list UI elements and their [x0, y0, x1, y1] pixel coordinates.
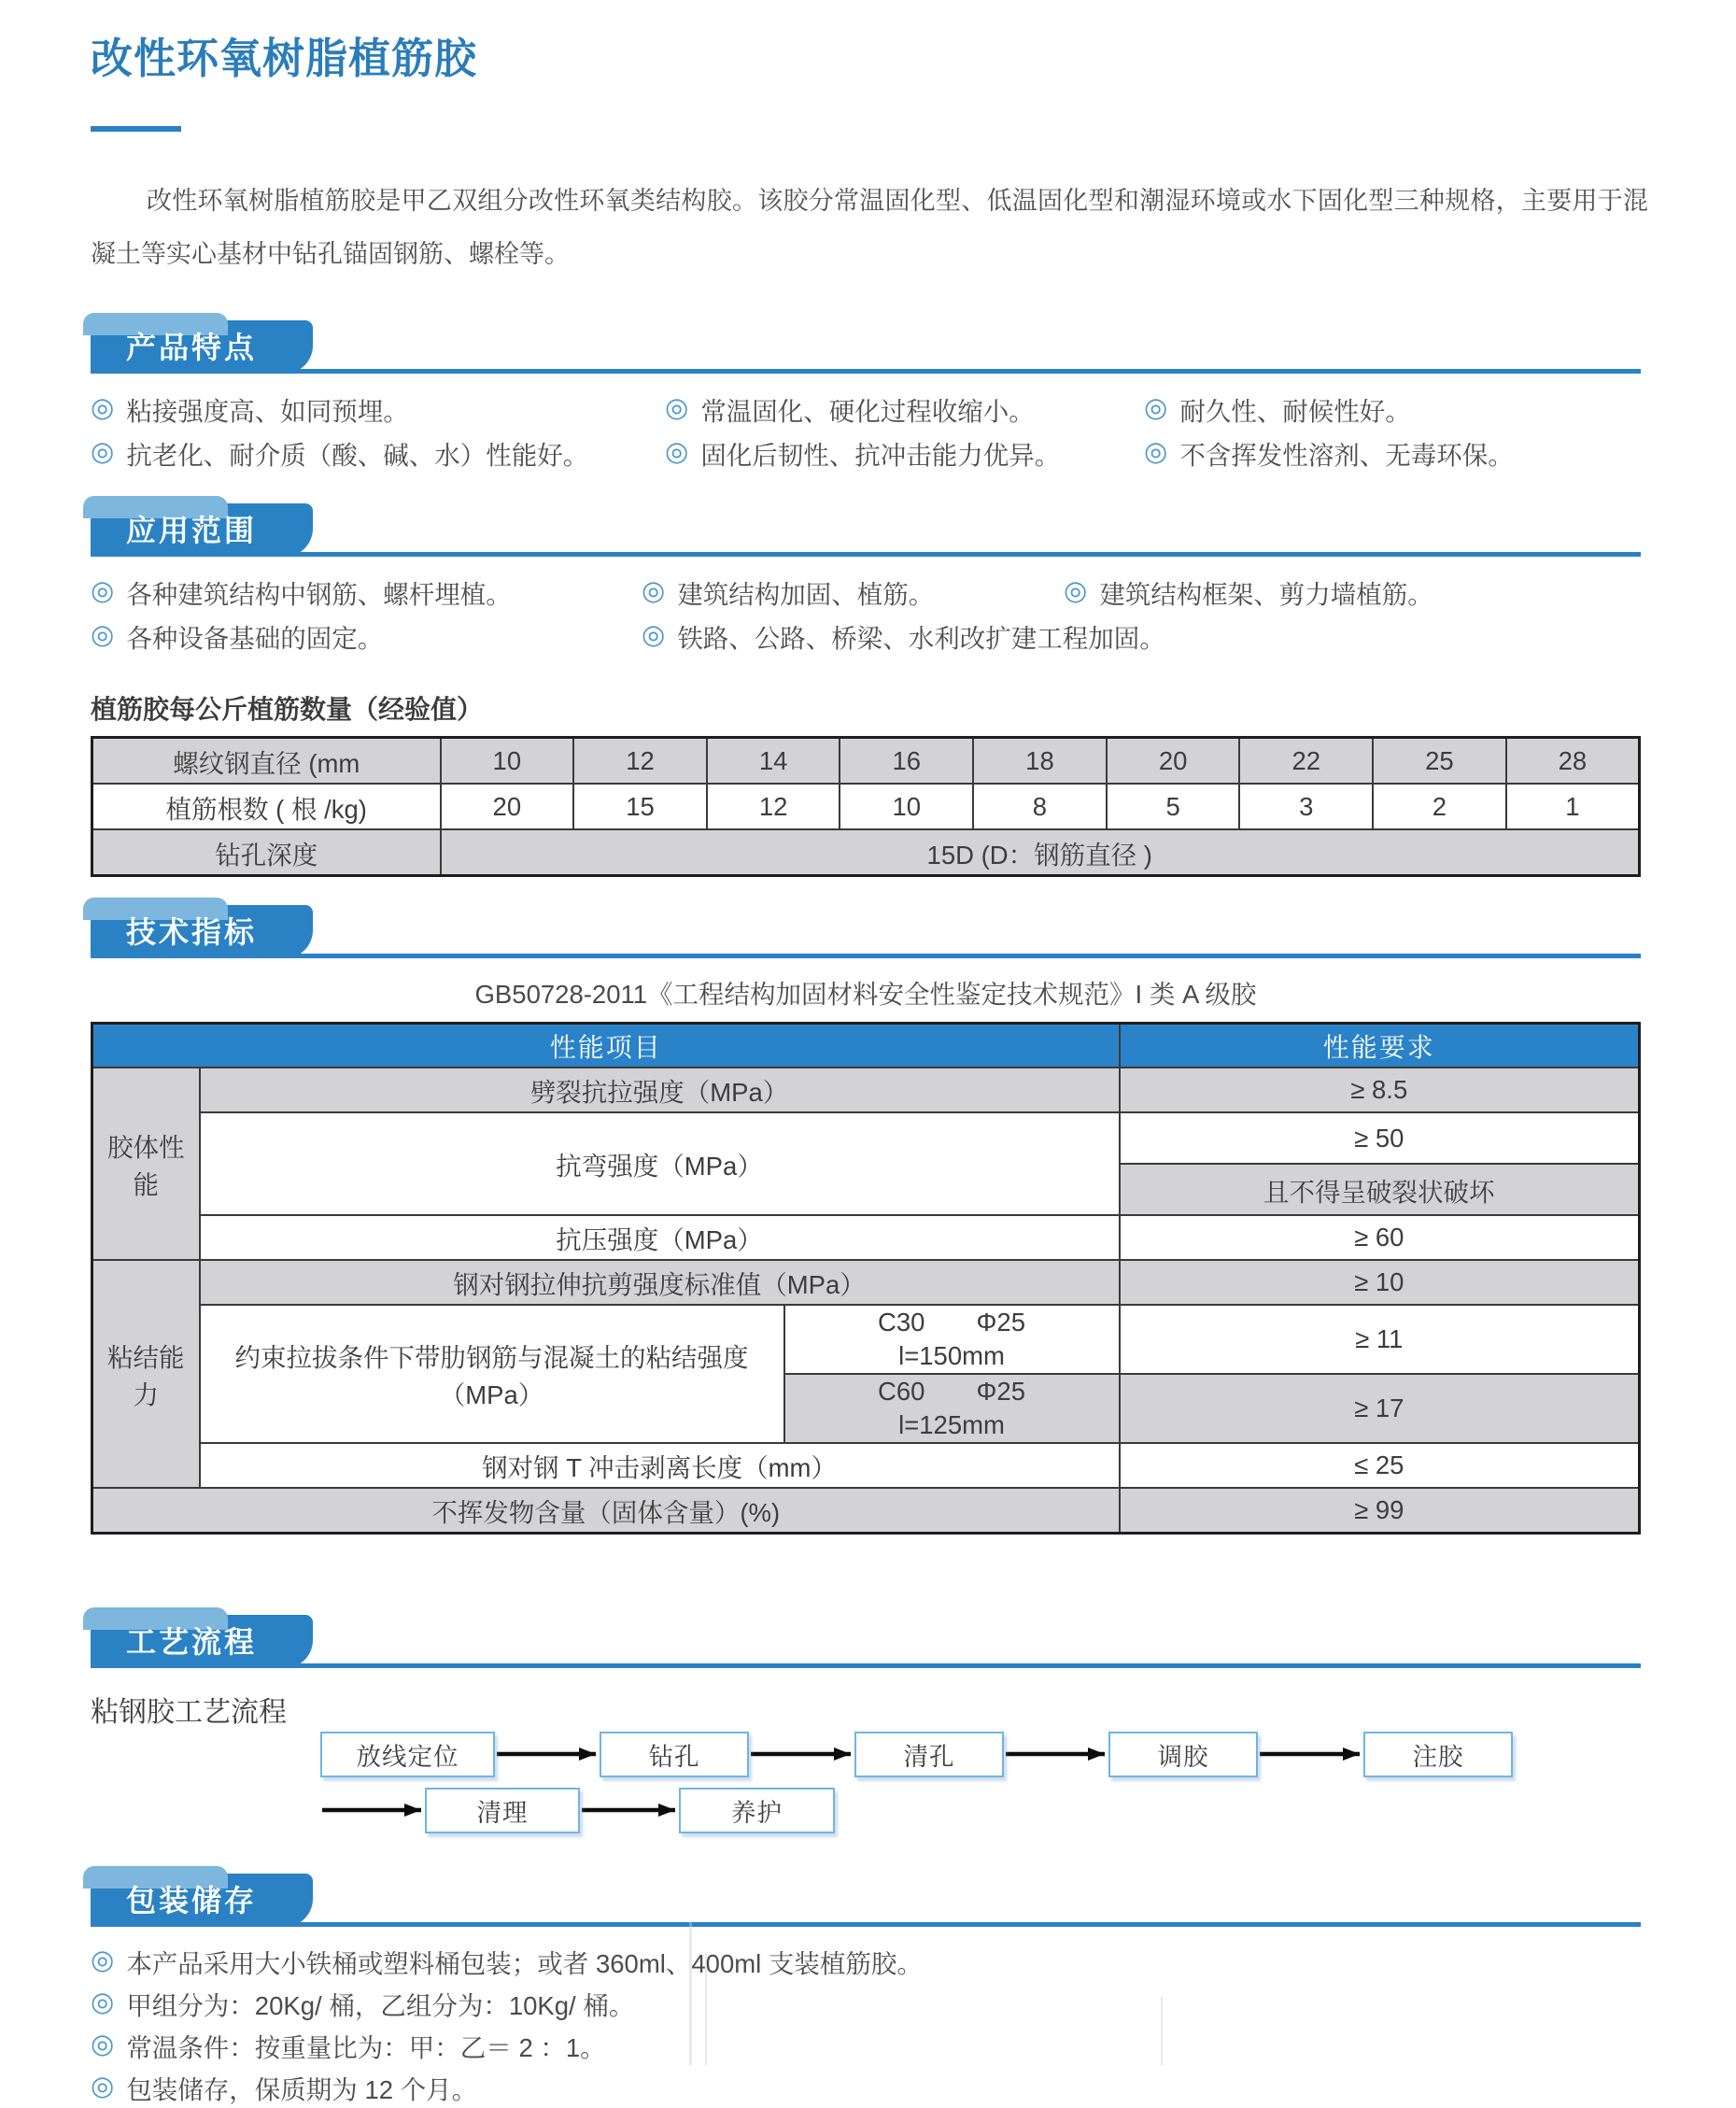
bullet-icon: ◎ [91, 620, 115, 650]
section-title: 应用范围 [126, 513, 258, 547]
cell: 28 [1506, 738, 1640, 785]
cell: 16 [840, 738, 973, 785]
bullet-icon: ◎ [642, 620, 666, 650]
watermark-line [689, 1922, 692, 2065]
list-item [642, 570, 1064, 614]
section-badge-applications [91, 503, 313, 557]
cell-span: 15D (D：钢筋直径 ) [441, 829, 1640, 876]
list-item [1144, 431, 1641, 474]
list-item [91, 1982, 1641, 2024]
list-item-text: 建筑结构加固、植筋。 [677, 579, 935, 609]
section-header-packaging [91, 1874, 1641, 1927]
property-cell: 抗压强度（MPa） [200, 1215, 1120, 1260]
property-cell: 抗弯强度（MPa） [200, 1112, 1120, 1215]
section-title: 产品特点 [126, 330, 258, 364]
cell: 3 [1239, 784, 1373, 829]
rebar-table [91, 736, 1641, 877]
bullet-icon: ◎ [91, 1945, 115, 1975]
cell: 22 [1239, 738, 1373, 785]
list-item [91, 431, 665, 474]
property-cell: 不挥发物含量（固体含量）(%) [92, 1488, 1120, 1534]
condition-line: C30 Φ25 [878, 1308, 1025, 1337]
bullet-icon: ◎ [91, 1988, 115, 2017]
requirement-cell: ≥ 50 [1120, 1112, 1640, 1164]
section-divider-line [91, 1663, 1641, 1668]
bullet-icon: ◎ [91, 437, 115, 467]
bullet-icon: ◎ [642, 576, 666, 606]
cell: 20 [1107, 738, 1240, 785]
requirement-cell: ≥ 17 [1120, 1374, 1640, 1443]
flow-label: 粘钢胶工艺流程 [91, 1697, 287, 1728]
column-header: 性能项目 [92, 1024, 1120, 1068]
flow-step: 注胶 [1363, 1732, 1513, 1777]
list-item-text: 铁路、公路、桥梁、水利改扩建工程加固。 [677, 623, 1165, 653]
table-header-row [92, 1024, 1640, 1068]
cell: 18 [973, 738, 1107, 785]
list-item [665, 431, 1144, 474]
condition-line: l=125mm [898, 1410, 1005, 1439]
list-item [642, 614, 1165, 658]
cell: 5 [1107, 784, 1240, 829]
requirement-cell: ≥ 99 [1120, 1488, 1640, 1534]
bullet-icon: ◎ [91, 2072, 115, 2101]
list-item-text: 常温固化、硬化过程收缩小。 [700, 396, 1035, 426]
group-header: 胶体性能 [92, 1068, 200, 1260]
list-item [1064, 570, 1641, 614]
group-header: 粘结能力 [92, 1260, 200, 1488]
requirement-cell: ≥ 8.5 [1120, 1068, 1640, 1112]
column-header: 性能要求 [1120, 1024, 1640, 1068]
row-header: 螺纹钢直径 (mm [92, 738, 441, 785]
list-item-text: 抗老化、耐介质（酸、碱、水）性能好。 [126, 440, 589, 470]
bullet-icon: ◎ [665, 393, 689, 423]
list-item [91, 2066, 1641, 2108]
bullet-icon: ◎ [1064, 576, 1088, 606]
list-item-text: 不含挥发性溶剂、无毒环保。 [1179, 440, 1514, 470]
applications-list [91, 570, 1641, 658]
list-item-text: 固化后韧性、抗冲击能力优异。 [700, 440, 1061, 470]
table-row [92, 1488, 1640, 1534]
list-item-empty [1064, 614, 1641, 658]
cell: 2 [1373, 784, 1506, 829]
requirement-cell: ≥ 10 [1120, 1260, 1640, 1305]
property-cell: 钢对钢拉伸抗剪强度标准值（MPa） [200, 1260, 1120, 1305]
flow-step: 养护 [679, 1788, 835, 1833]
flow-step: 清孔 [854, 1732, 1004, 1777]
requirement-cell: ≥ 60 [1120, 1215, 1640, 1260]
process-flowchart [91, 1732, 1641, 1842]
table-row [92, 738, 1640, 785]
table-row [92, 1068, 1640, 1112]
section-badge-tech [91, 905, 313, 958]
watermark-line [705, 1952, 707, 2065]
section-badge-packaging [91, 1874, 313, 1927]
list-item-text: 各种设备基础的固定。 [126, 623, 384, 653]
watermark-line [1161, 1997, 1163, 2065]
intro-paragraph: 改性环氧树脂植筋胶是甲乙双组分改性环氧类结构胶。该胶分常温固化型、低温固化型和潮湿环境或水下固化型三种规格，主要用于混凝土等实心基材中钻孔锚固钢筋、螺栓等。 [91, 187, 1648, 268]
features-list [91, 387, 1641, 474]
section-badge-features [91, 320, 313, 374]
list-item [91, 387, 665, 431]
section-header-tech [91, 905, 1641, 958]
list-item [91, 2024, 1641, 2066]
list-item-text: 常温条件：按重量比为：甲：乙＝ 2 ：1。 [126, 2032, 606, 2062]
cell: 12 [573, 738, 707, 785]
property-cell: 钢对钢 T 冲击剥离长度（mm） [200, 1443, 1120, 1488]
table-row [92, 784, 1640, 829]
list-item [91, 1940, 1641, 1982]
property-cell: 劈裂抗拉强度（MPa） [200, 1068, 1120, 1112]
row-header: 钻孔深度 [92, 829, 441, 876]
list-item [1144, 387, 1641, 431]
cell: 10 [441, 738, 574, 785]
cell: 1 [1506, 784, 1640, 829]
rebar-table-title: 植筋胶每公斤植筋数量（经验值） [91, 695, 484, 724]
section-divider-line [91, 954, 1641, 958]
section-title: 技术指标 [126, 914, 258, 949]
cell: 15 [573, 784, 707, 829]
table-row [92, 1260, 1640, 1305]
list-item-text: 各种建筑结构中钢筋、螺杆埋植。 [126, 579, 512, 609]
section-divider-line [91, 552, 1641, 557]
table-row [92, 1443, 1640, 1488]
requirement-cell: ≥ 11 [1120, 1305, 1640, 1374]
bullet-icon: ◎ [91, 576, 115, 606]
tech-table [91, 1022, 1641, 1535]
cell: 8 [973, 784, 1107, 829]
table-row [92, 1215, 1640, 1260]
page-title: 改性环氧树脂植筋胶 [91, 35, 478, 82]
flow-step: 放线定位 [320, 1732, 495, 1777]
cell: 25 [1373, 738, 1506, 785]
list-item [91, 570, 642, 614]
section-header-process [91, 1615, 1641, 1668]
requirement-cell: ≤ 25 [1120, 1443, 1640, 1488]
list-item [665, 387, 1144, 431]
section-divider-line [91, 369, 1641, 374]
condition-cell [784, 1374, 1120, 1443]
bullet-icon: ◎ [91, 393, 115, 423]
flow-step: 清理 [425, 1788, 580, 1833]
condition-line: C60 Φ25 [878, 1377, 1025, 1406]
table-row [92, 829, 1640, 876]
section-title: 工艺流程 [126, 1624, 258, 1659]
requirement-cell: 且不得呈破裂状破坏 [1120, 1164, 1640, 1215]
list-item-text: 包装储存，保质期为 12 个月。 [126, 2074, 478, 2104]
flow-step: 钻孔 [600, 1732, 749, 1777]
bullet-icon: ◎ [1144, 393, 1168, 423]
bullet-icon: ◎ [665, 437, 689, 467]
section-badge-process [91, 1615, 313, 1668]
cell: 12 [707, 784, 840, 829]
section-title: 包装储存 [126, 1883, 258, 1917]
list-item-text: 本产品采用大小铁桶或塑料桶包装；或者 360ml、400ml 支装植筋胶。 [126, 1948, 923, 1978]
bullet-icon: ◎ [1144, 437, 1168, 467]
row-header: 植筋根数 ( 根 /kg) [92, 784, 441, 829]
condition-cell [784, 1305, 1120, 1374]
property-cell: 约束拉拔条件下带肋钢筋与混凝土的粘结强度（MPa） [200, 1305, 784, 1443]
table-row [92, 1305, 1640, 1374]
title-underline [91, 126, 181, 132]
section-divider-line [91, 1922, 1641, 1927]
page-content [91, 0, 1648, 2108]
section-header-applications [91, 503, 1641, 557]
table-row [92, 1112, 1640, 1164]
flow-step: 调胶 [1108, 1732, 1258, 1777]
list-item [91, 614, 642, 658]
list-item-text: 甲组分为：20Kg/ 桶，乙组分为：10Kg/ 桶。 [126, 1990, 635, 2020]
condition-line: l=150mm [898, 1341, 1005, 1370]
section-header-features [91, 320, 1641, 374]
list-item-text: 粘接强度高、如同预埋。 [126, 396, 409, 426]
standard-note: GB50728-2011《工程结构加固材料安全性鉴定技术规范》I 类 A 级胶 [474, 980, 1257, 1009]
cell: 10 [840, 784, 973, 829]
bullet-icon: ◎ [91, 2030, 115, 2059]
cell: 20 [441, 784, 574, 829]
packaging-list [91, 1940, 1641, 2108]
cell: 14 [707, 738, 840, 785]
list-item-text: 耐久性、耐候性好。 [1179, 396, 1411, 426]
list-item-text: 建筑结构框架、剪力墙植筋。 [1099, 579, 1433, 609]
